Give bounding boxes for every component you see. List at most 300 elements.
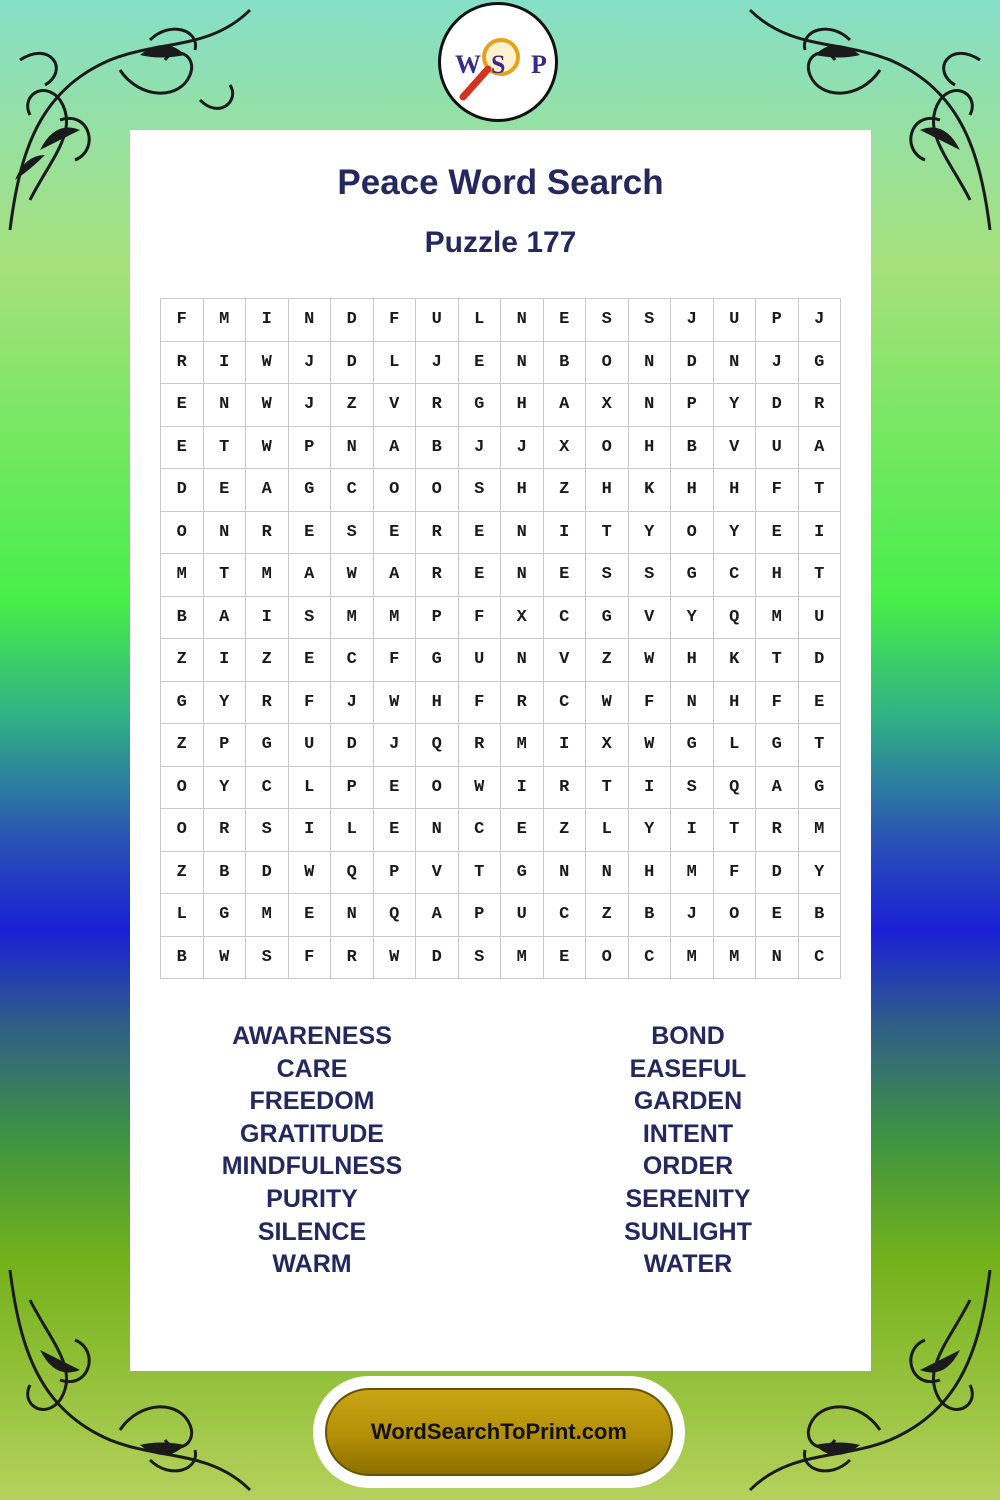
grid-cell[interactable]: O [416,469,459,512]
grid-cell[interactable]: B [671,426,714,469]
grid-cell[interactable]: P [416,596,459,639]
grid-cell[interactable]: Q [713,766,756,809]
grid-cell[interactable]: Q [416,724,459,767]
grid-cell[interactable]: A [756,766,799,809]
grid-cell[interactable]: B [161,596,204,639]
word-list-right [538,1020,838,1281]
grid-cell[interactable]: E [288,639,331,682]
grid-cell[interactable]: M [203,299,246,342]
grid-cell[interactable]: S [246,936,289,979]
grid-cell[interactable]: N [713,341,756,384]
grid-cell[interactable]: L [458,299,501,342]
grid-cell[interactable]: F [458,596,501,639]
grid-cell[interactable]: H [713,681,756,724]
grid-cell[interactable]: S [671,766,714,809]
grid-cell[interactable]: E [288,894,331,937]
grid-cell[interactable]: X [501,596,544,639]
grid-row [161,554,841,597]
grid-cell[interactable]: C [543,596,586,639]
grid-cell[interactable]: D [161,469,204,512]
grid-cell[interactable]: Z [246,639,289,682]
grid-cell[interactable]: J [798,299,841,342]
grid-cell[interactable]: E [543,554,586,597]
grid-cell[interactable]: N [203,511,246,554]
grid-cell[interactable]: F [373,639,416,682]
grid-cell[interactable]: J [671,299,714,342]
grid-cell[interactable]: D [331,341,374,384]
grid-cell[interactable]: P [288,426,331,469]
logo-letter-w: W [455,50,481,79]
grid-cell[interactable]: R [331,936,374,979]
grid-cell[interactable]: E [798,681,841,724]
grid-row [161,766,841,809]
puzzle-number: Puzzle 177 [424,226,577,259]
site-banner-button[interactable] [325,1388,673,1476]
grid-cell[interactable]: T [203,554,246,597]
grid-cell[interactable]: J [288,384,331,427]
grid-row [161,936,841,979]
grid-cell[interactable]: C [543,681,586,724]
grid-cell[interactable]: H [628,426,671,469]
grid-cell[interactable]: G [586,596,629,639]
grid-cell[interactable]: A [288,554,331,597]
grid-cell[interactable]: E [501,809,544,852]
grid-cell[interactable]: I [246,596,289,639]
grid-cell[interactable]: B [798,894,841,937]
grid-cell[interactable]: I [543,511,586,554]
grid-cell[interactable]: Y [798,851,841,894]
grid-cell[interactable]: E [203,469,246,512]
grid-cell[interactable]: O [373,469,416,512]
grid-cell[interactable]: K [628,469,671,512]
word-list-item: EASEFUL [629,1054,747,1083]
grid-cell[interactable]: Z [161,724,204,767]
grid-cell[interactable]: F [458,681,501,724]
grid-cell[interactable]: S [458,936,501,979]
grid-row [161,469,841,512]
grid-cell[interactable]: N [501,639,544,682]
grid-cell[interactable]: D [331,724,374,767]
grid-cell[interactable]: C [628,936,671,979]
grid-cell[interactable]: X [586,384,629,427]
grid-cell[interactable]: J [373,724,416,767]
grid-cell[interactable]: G [458,384,501,427]
grid-cell[interactable]: N [628,341,671,384]
grid-cell[interactable]: O [161,809,204,852]
grid-cell[interactable]: I [203,341,246,384]
grid-cell[interactable]: Q [331,851,374,894]
grid-cell[interactable]: D [246,851,289,894]
grid-cell[interactable]: E [458,511,501,554]
grid-cell[interactable]: G [288,469,331,512]
grid-cell[interactable]: O [713,894,756,937]
grid-cell[interactable]: R [501,681,544,724]
word-list-item: PURITY [266,1184,358,1213]
grid-cell[interactable]: F [161,299,204,342]
grid-cell[interactable]: G [671,724,714,767]
grid-cell[interactable]: F [288,936,331,979]
word-list-item: ORDER [642,1152,734,1181]
grid-cell[interactable]: S [586,299,629,342]
grid-cell[interactable]: W [628,724,671,767]
grid-cell[interactable]: A [203,596,246,639]
grid-cell[interactable]: B [543,341,586,384]
grid-cell[interactable]: E [543,936,586,979]
grid-cell[interactable]: H [416,681,459,724]
grid-cell[interactable]: M [756,596,799,639]
grid-cell[interactable]: Y [671,596,714,639]
grid-cell[interactable]: W [586,681,629,724]
grid-row [161,894,841,937]
grid-cell[interactable]: J [756,341,799,384]
grid-cell[interactable]: O [671,511,714,554]
grid-cell[interactable]: G [798,341,841,384]
grid-cell[interactable]: J [501,426,544,469]
grid-cell[interactable]: O [416,766,459,809]
grid-cell[interactable]: M [501,936,544,979]
grid-cell[interactable]: R [756,809,799,852]
grid-cell[interactable]: Y [713,384,756,427]
grid-cell[interactable]: V [416,851,459,894]
grid-cell[interactable]: R [246,511,289,554]
grid-cell[interactable]: C [713,554,756,597]
grid-cell[interactable]: L [161,894,204,937]
grid-row [161,851,841,894]
grid-cell[interactable]: Z [543,469,586,512]
grid-cell[interactable]: N [543,851,586,894]
word-list-item: SERENITY [625,1184,751,1213]
grid-cell[interactable]: C [331,469,374,512]
grid-cell[interactable]: C [458,809,501,852]
grid-cell[interactable]: V [713,426,756,469]
grid-cell[interactable]: E [543,299,586,342]
grid-cell[interactable]: Z [161,851,204,894]
logo-letter-s: S [491,50,506,79]
grid-cell[interactable]: V [543,639,586,682]
grid-cell[interactable]: N [331,426,374,469]
grid-cell[interactable]: Z [161,639,204,682]
grid-row [161,426,841,469]
grid-cell[interactable]: E [373,511,416,554]
grid-cell[interactable]: U [798,596,841,639]
word-list-item: WATER [643,1250,733,1279]
grid-cell[interactable]: J [288,341,331,384]
grid-row [161,809,841,852]
grid-cell[interactable]: O [161,766,204,809]
grid-cell[interactable]: N [586,851,629,894]
grid-cell[interactable]: M [331,596,374,639]
grid-cell[interactable]: L [713,724,756,767]
grid-cell[interactable]: D [756,851,799,894]
grid-cell[interactable]: M [373,596,416,639]
grid-row [161,596,841,639]
grid-cell[interactable]: G [246,724,289,767]
grid-cell[interactable]: I [501,766,544,809]
grid-cell[interactable]: G [161,681,204,724]
grid-cell[interactable]: X [543,426,586,469]
grid-cell[interactable]: O [586,426,629,469]
grid-cell[interactable]: T [798,554,841,597]
grid-cell[interactable]: J [671,894,714,937]
grid-cell[interactable]: S [458,469,501,512]
word-list-item: FREEDOM [249,1087,375,1116]
grid-cell[interactable]: H [713,469,756,512]
grid-cell[interactable]: X [586,724,629,767]
grid-cell[interactable]: A [798,426,841,469]
word-list-item: GARDEN [633,1087,743,1116]
grid-cell[interactable]: S [288,596,331,639]
grid-cell[interactable]: A [543,384,586,427]
grid-cell[interactable]: I [203,639,246,682]
grid-row [161,639,841,682]
grid-cell[interactable]: F [713,851,756,894]
grid-cell[interactable]: E [373,809,416,852]
grid-cell[interactable]: T [798,469,841,512]
grid-cell[interactable]: U [288,724,331,767]
site-url: WordSearchToPrint.com [371,1419,627,1444]
word-list-item: WARM [272,1250,352,1279]
grid-row [161,511,841,554]
grid-cell[interactable]: J [416,341,459,384]
grid-cell[interactable]: I [628,766,671,809]
grid-cell[interactable]: M [246,554,289,597]
grid-cell[interactable]: V [628,596,671,639]
grid-cell[interactable]: D [416,936,459,979]
grid-cell[interactable]: M [798,809,841,852]
grid-cell[interactable]: N [501,511,544,554]
grid-cell[interactable]: T [713,809,756,852]
grid-cell[interactable]: H [501,469,544,512]
grid-cell[interactable]: A [373,426,416,469]
grid-cell[interactable]: N [331,894,374,937]
grid-cell[interactable]: G [671,554,714,597]
grid-cell[interactable]: W [373,936,416,979]
grid-cell[interactable]: Q [373,894,416,937]
grid-cell[interactable]: D [331,299,374,342]
grid-cell[interactable]: M [671,851,714,894]
grid-cell[interactable]: N [628,384,671,427]
grid-cell[interactable]: A [246,469,289,512]
grid-cell[interactable]: G [416,639,459,682]
grid-cell[interactable]: S [628,299,671,342]
grid-cell[interactable]: J [331,681,374,724]
grid-cell[interactable]: F [288,681,331,724]
grid-cell[interactable]: N [203,384,246,427]
grid-cell[interactable]: P [203,724,246,767]
grid-cell[interactable]: U [501,894,544,937]
grid-cell[interactable]: R [458,724,501,767]
grid-cell[interactable]: O [586,936,629,979]
grid-cell[interactable]: F [756,469,799,512]
grid-cell[interactable]: O [161,511,204,554]
grid-cell[interactable]: C [543,894,586,937]
grid-cell[interactable]: M [671,936,714,979]
grid-cell[interactable]: F [628,681,671,724]
grid-cell[interactable]: E [458,341,501,384]
grid-cell[interactable]: S [628,554,671,597]
grid-cell[interactable]: P [331,766,374,809]
grid-cell[interactable]: G [756,724,799,767]
grid-cell[interactable]: J [458,426,501,469]
grid-cell[interactable]: N [501,299,544,342]
grid-cell[interactable]: C [246,766,289,809]
grid-cell[interactable]: T [586,511,629,554]
grid-cell[interactable]: P [671,384,714,427]
grid-cell[interactable]: R [246,681,289,724]
grid-cell[interactable]: L [586,809,629,852]
grid-cell[interactable]: D [671,341,714,384]
grid-cell[interactable]: W [246,384,289,427]
grid-cell[interactable]: H [671,469,714,512]
word-list-item: SUNLIGHT [624,1217,752,1246]
grid-cell[interactable]: G [203,894,246,937]
grid-cell[interactable]: E [288,511,331,554]
grid-cell[interactable]: Z [543,809,586,852]
grid-cell[interactable]: W [373,681,416,724]
grid-cell[interactable]: N [671,681,714,724]
grid-cell[interactable]: C [331,639,374,682]
grid-cell[interactable]: A [416,894,459,937]
grid-cell[interactable]: N [501,554,544,597]
grid-cell[interactable]: Q [713,596,756,639]
page-title: Peace Word Search [337,163,664,202]
grid-row [161,724,841,767]
grid-cell[interactable]: M [246,894,289,937]
site-logo[interactable] [438,2,558,122]
word-list-item: CARE [276,1054,348,1083]
grid-cell[interactable]: N [756,936,799,979]
grid-cell[interactable]: L [373,341,416,384]
grid-cell[interactable]: Y [628,809,671,852]
grid-cell[interactable]: R [203,809,246,852]
grid-cell[interactable]: N [501,341,544,384]
grid-cell[interactable]: W [331,554,374,597]
grid-cell[interactable]: S [246,809,289,852]
grid-cell[interactable]: N [416,809,459,852]
grid-cell[interactable]: K [713,639,756,682]
grid-cell[interactable]: W [246,426,289,469]
grid-cell[interactable]: D [756,384,799,427]
grid-cell[interactable]: H [586,469,629,512]
grid-cell[interactable]: I [671,809,714,852]
grid-cell[interactable]: S [331,511,374,554]
grid-cell[interactable]: E [373,766,416,809]
grid-cell[interactable]: W [458,766,501,809]
letter-grid [160,298,841,979]
grid-cell[interactable]: I [798,511,841,554]
grid-cell[interactable]: N [288,299,331,342]
grid-cell[interactable]: Z [586,639,629,682]
grid-cell[interactable]: R [798,384,841,427]
grid-cell[interactable]: Y [203,766,246,809]
grid-cell[interactable]: L [288,766,331,809]
grid-cell[interactable]: T [586,766,629,809]
grid-cell[interactable]: E [756,894,799,937]
grid-cell[interactable]: W [246,341,289,384]
grid-cell[interactable]: B [203,851,246,894]
grid-cell[interactable]: R [416,384,459,427]
grid-cell[interactable]: W [203,936,246,979]
grid-cell[interactable]: R [543,766,586,809]
grid-cell[interactable]: G [501,851,544,894]
grid-cell[interactable]: R [161,341,204,384]
logo-letter-p: P [531,50,547,79]
grid-cell[interactable]: T [756,639,799,682]
grid-cell[interactable]: M [713,936,756,979]
grid-cell[interactable]: S [586,554,629,597]
grid-cell[interactable]: Y [203,681,246,724]
grid-cell[interactable]: P [756,299,799,342]
grid-row [161,299,841,342]
grid-row [161,384,841,427]
grid-cell[interactable]: T [203,426,246,469]
grid-cell[interactable]: P [373,851,416,894]
word-list-left [162,1020,462,1281]
grid-cell[interactable]: G [798,766,841,809]
grid-cell[interactable]: U [756,426,799,469]
grid-cell[interactable]: Y [713,511,756,554]
grid-cell[interactable]: E [161,384,204,427]
grid-cell[interactable]: F [756,681,799,724]
word-list-item: MINDFULNESS [221,1152,403,1181]
grid-cell[interactable]: Z [331,384,374,427]
grid-cell[interactable]: H [671,639,714,682]
site-banner[interactable] [313,1376,685,1488]
grid-cell[interactable]: H [501,384,544,427]
grid-cell[interactable]: B [416,426,459,469]
grid-cell[interactable]: O [586,341,629,384]
grid-cell[interactable]: W [628,639,671,682]
grid-cell[interactable]: R [416,554,459,597]
grid-cell[interactable]: I [543,724,586,767]
word-list-item: SILENCE [257,1217,367,1246]
grid-cell[interactable]: T [458,851,501,894]
grid-cell[interactable]: V [373,384,416,427]
grid-cell[interactable]: C [798,936,841,979]
grid-cell[interactable]: U [458,639,501,682]
grid-cell[interactable]: W [288,851,331,894]
word-list-item: INTENT [642,1119,734,1148]
grid-cell[interactable]: R [416,511,459,554]
grid-cell[interactable]: M [501,724,544,767]
grid-cell[interactable]: E [756,511,799,554]
grid-cell[interactable]: B [161,936,204,979]
grid-cell[interactable]: P [458,894,501,937]
grid-cell[interactable]: D [798,639,841,682]
grid-cell[interactable]: Z [586,894,629,937]
grid-cell[interactable]: H [628,851,671,894]
grid-cell[interactable]: Y [628,511,671,554]
word-list-item: AWARENESS [232,1022,392,1050]
word-list-item: BOND [651,1022,725,1050]
grid-cell[interactable]: H [756,554,799,597]
grid-cell[interactable]: U [713,299,756,342]
grid-cell[interactable]: B [628,894,671,937]
grid-cell[interactable]: A [373,554,416,597]
grid-cell[interactable]: E [458,554,501,597]
word-list-item: GRATITUDE [240,1119,384,1148]
grid-cell[interactable]: I [246,299,289,342]
grid-row [161,341,841,384]
grid-cell[interactable]: L [331,809,374,852]
grid-cell[interactable]: I [288,809,331,852]
grid-cell[interactable]: M [161,554,204,597]
grid-cell[interactable]: F [373,299,416,342]
grid-cell[interactable]: U [416,299,459,342]
grid-cell[interactable]: E [161,426,204,469]
grid-cell[interactable]: T [798,724,841,767]
grid-row [161,681,841,724]
